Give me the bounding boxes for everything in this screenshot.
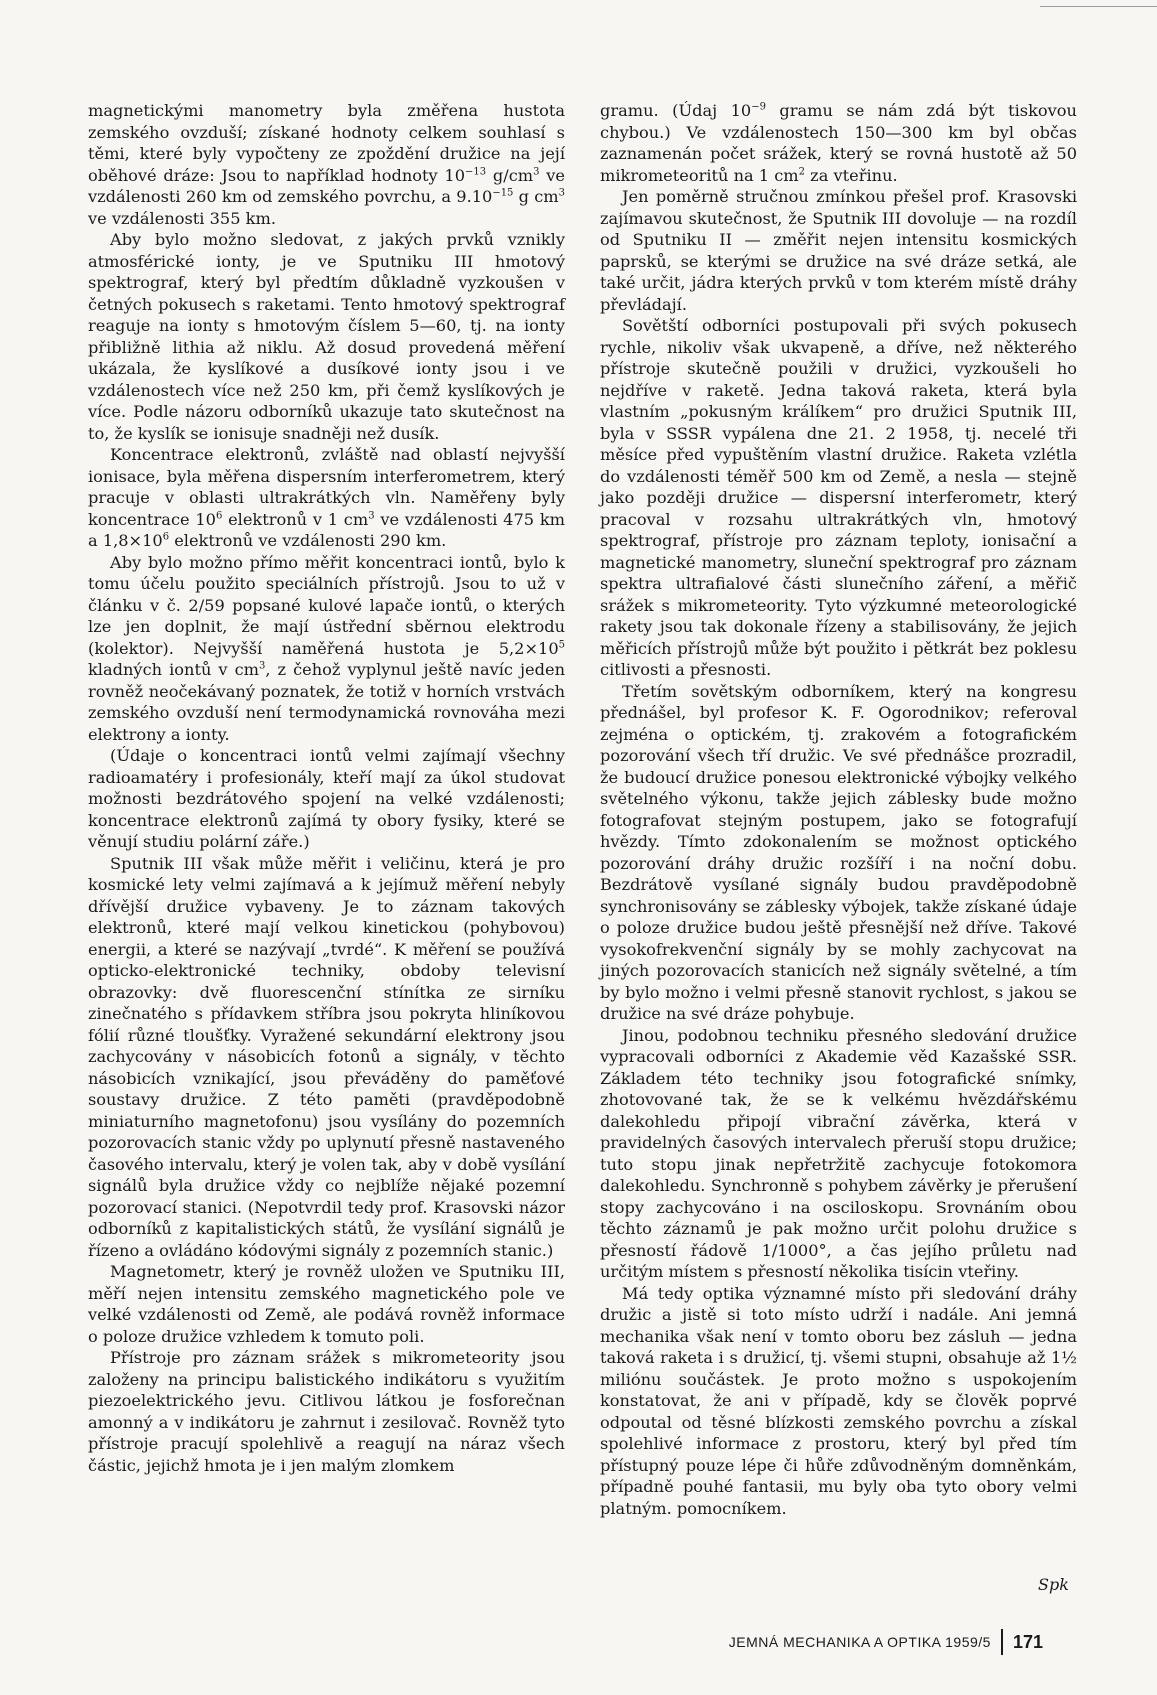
paragraph: (Údaje o koncentraci iontů velmi zajímají všechny radioamatéry i profesionály, kteří mají za úkol studovat možnosti bezdrátového spojení na velké vzdálenosti; koncentrace elektronů zajímá ty obory fysiky, které se věnují studiu polární záře.) <box>88 746 565 851</box>
paragraph: gramu. (Údaj $10^{-9}$ gramu se nám zdá být tiskovou chybou.) Ve vzdálenostech 150—300 km byl občas zaznamenán počet srážek, který se rovná hustotě až 50 mikrometeoritů na 1 $cm^2$ za vteřinu. <box>600 101 1077 185</box>
footer-separator <box>1001 1629 1003 1655</box>
top-rule <box>1040 6 1157 7</box>
paragraph: Jinou, podobnou techniku přesného sledování družice vypracovali odborníci z Akademie věd Kazašské SSR. Základem této techniky jsou fotografické snímky, zhotovované tak, že se k velkému hvězdářskému dalekohledu připojí vibrační závěrka, která v pravidelných časových intervalech přeruší stopu družice; tuto stopu jinak nepřetržitě zachycuje fotokomora dalekohledu. Synchronně s pohybem závěrky je přerušení stopy zachycováno i na osciloskopu. Srovnáním obou těchto záznamů je pak možno určit polohu družice s přesností řádově 1/1000°, a čas jejího průletu nad určitým místem s přesností několika tisícin vteřiny. <box>600 1025 1077 1281</box>
paragraph: Přístroje pro záznam srážek s mikrometeority jsou založeny na principu balistického indikátoru s využitím piezoelektrického jevu. Citlivou látkou je fosforečnan amonný a v indikátoru je zahrnut i zesilovač. Rovněž tyto přístroje pracují spolehlivě a reagují na náraz všech částic, jejichž hmota je i jen malým zlomkem <box>88 1348 565 1475</box>
paragraph: Jen poměrně stručnou zmínkou přešel prof. Krasovski zajímavou skutečnost, že Sputnik III dovoluje — na rozdíl od Sputniku II — změřit nejen intensitu kosmických paprsků, se kterými se družice na své dráze setká, ale také určit, jádra kterých prvků v tom kterém místě dráhy převládají. <box>600 187 1077 314</box>
paragraph: Sovětští odborníci postupovali při svých pokusech rychle, nikoliv však ukvapeně, a dříve, než některého přístroje skutečně použili v družici, vyzkoušeli ho nejdříve v raketě. Jedna taková raketa, která byla vlastním „pokusným králíkem“ pro družici Sputnik III, byla v SSSR vypálena dne 21. 2 1958, tj. necelé tři měsíce před vypuštěním vlastní družice. Raketa vzlétla do vzdálenosti téměř 500 km od Země, a nesla — stejně jako později družice — dispersní interferometr, který pracoval v rozsahu ultrakrátkých vln, hmotový spektrograf, přístroje pro záznam teploty, ionisační a magnetické manometry, sluneční spektrograf pro záznam spektra ultrafialové části slunečního záření, a měřič srážek s mikrometeority. Tyto výzkumné meteorologické rakety jsou tak dokonale řízeny a stabilisovány, že jejich měřicích přístrojů může být použito i pětkrát bez poklesu citlivosti a přesnosti. <box>600 316 1077 679</box>
paragraph: Má tedy optika významné místo při sledování dráhy družic a jistě si toto místo udrží i nadále. Ani jemná mechanika však není v tomto oboru bez zásluh — jedna taková raketa i s družicí, tj. všemi stupni, obsahuje až 1½ miliónu součástek. Je proto možno s uspokojením konstatovat, že ani v případě, kdy se člověk poprvé odpoutal od těsné blízkosti zemského povrchu a získal spolehlivé informace z prostoru, který byl před tím přístupný pouze lépe či hůře zdůvodněným domněnkám, případně pouhé fantasii, mu byly oba tyto obory velmi platným. pomocníkem. <box>600 1283 1077 1518</box>
paragraph: magnetickými manometry byla změřena hustota zemského ovzduší; získané hodnoty celkem souhlasí s těmi, které byly vypočteny ze zpoždění družice na její oběhové dráze: Jsou to například hodnoty $10^{-13}$ $g/cm^3$ ve vzdálenosti 260 km od zemského povrchu, a $9.10^{-15}$ g $cm^3$ ve vzdálenosti 355 km. <box>88 101 565 228</box>
page-number: 171 <box>1012 1631 1043 1652</box>
paragraph: Sputnik III však může měřit i veličinu, která je pro kosmické lety velmi zajímavá a k jejímuž měření nebyly dřívější družice vybaveny. Je to záznam takových elektronů, které mají velkou kinetickou (pohybovou) energii, a které se nazývají „tvrdé“. K měření se používá opticko-elektronické techniky, obdoby televisní obrazovky: dvě fluorescenční stínítka ze sirníku zinečnatého s přídavkem stříbra jsou pokryta hliníkovou fólií různé tloušťky. Vyražené sekundární elektrony jsou zachycovány v násobicích fotonů a signály, v těchto násobicích vznikající, jsou převáděny do paměťové soustavy družice. Z této paměti (pravděpodobně miniaturního magnetofonu) jsou vysílány do pozemních pozorovacích stanic vždy po uplynutí přesně nastaveného časového intervalu, který je volen tak, aby v době vysílání signálů byla družice vždy co nejblíže nějaké pozemní pozorovací stanici. (Nepotvrdil tedy prof. Krasovski názor odborníků z kapitalistických států, že vysílání signálů je řízeno a ovládáno kódovými signály z pozemních stanic.) <box>88 853 565 1260</box>
paragraph: Koncentrace elektronů, zvláště nad oblastí nejvyšší ionisace, byla měřena dispersním interferometrem, který pracuje v oblasti ultrakrátkých vln. Naměřeny byly koncentrace $10^6$ elektronů v 1 $cm^3$ ve vzdálenosti 475 km a $1,8\times 10^6$ elektronů ve vzdálenosti 290 km. <box>88 445 565 550</box>
page-footer <box>729 1629 1043 1655</box>
right-column <box>600 100 1077 1519</box>
journal-title: JEMNÁ MECHANIKA A OPTIKA 1959/5 <box>728 1634 991 1650</box>
paragraph: Magnetometr, který je rovněž uložen ve Sputniku III, měří nejen intensitu zemského magnetického pole ve velké vzdálenosti od Země, ale podává rovněž informace o poloze družice vzhledem k tomuto poli. <box>88 1262 565 1346</box>
author-signature: Spk <box>1038 1575 1069 1594</box>
left-column <box>88 100 565 1476</box>
paragraph: Aby bylo možno sledovat, z jakých prvků vznikly atmosférické ionty, je ve Sputniku III hmotový spektrograf, který byl předtím důkladně vyzkoušen v četných pokusech s raketami. Tento hmotový spektrograf reaguje na ionty s hmotovým číslem 5—60, tj. na ionty přibližně lithia až niklu. Až dosud provedená měření ukázala, že kyslíkové a dusíkové ionty jsou i ve vzdálenostech více než 250 km, při čemž kyslíkových je více. Podle názoru odborníků ukazuje tato skutečnost na to, že kyslík se ionisuje snadněji než dusík. <box>88 230 565 443</box>
paragraph: Třetím sovětským odborníkem, který na kongresu přednášel, byl profesor K. F. Ogorodnikov; referoval zejména o optickém, tj. zrakovém a fotografickém pozorování všech tří družic. Ve své přednášce prozradil, že budoucí družice ponesou elektronické výbojky velkého světelného výkonu, takže jejich záblesky bude možno fotografovat stejným postupem, jako se fotografují hvězdy. Tímto zdokonalením se možnost optického pozorování dráhy družic rozšíří i na noční dobu. Bezdrátově vysílané signály budou pravděpodobně synchronisovány se záblesky výbojek, takže získané údaje o poloze družice budou ještě přesnější než dříve. Takové vysokofrekvenční signály by se mohly zachycovat na jiných pozorovacích stanicích než signály světelné, a tím by bylo možno i velmi přesně stanovit rychlost, s jakou se družice na své dráze pohybuje. <box>600 681 1077 1023</box>
paragraph: Aby bylo možno přímo měřit koncentraci iontů, bylo k tomu účelu použito speciálních přístrojů. Jsou to už v článku v č. 2/59 popsané kulové lapače iontů, o kterých lze jen doplnit, že mají ústřední sběrnou elektrodu (kolektor). Nejvyšší naměřená hustota je $5,2\times 10^5$ kladných iontů v $cm^3$, z čehož vyplynul ještě navíc jeden rovněž neočekávaný poznatek, že totiž v horních vrstvách zemského ovzduší není termodynamická rovnováha mezi elektrony a ionty. <box>88 552 565 744</box>
